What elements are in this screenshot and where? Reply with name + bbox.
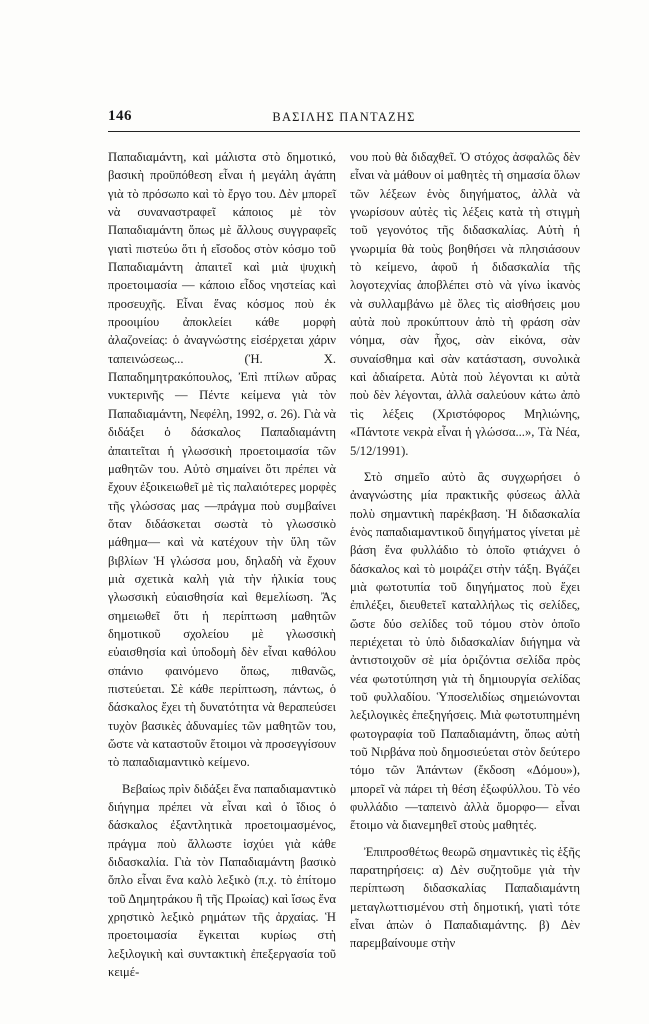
page-number: 146: [108, 108, 132, 124]
paragraph: Βεβαίως πρὶν διδάξει ἕνα παπαδιαμαντικὸ διήγημα πρέπει νὰ εἶναι καὶ ὁ ἴδιος ὁ δάσκαλος ἐξαντλητικὰ προετοιμασμένος, πράγμα ποὺ ἄλλωστε ἰσχύει γιὰ κάθε διδασκαλία. Γιὰ τὸν Παπαδιαμάντη βασικὸ ὅπλο εἶναι ἕνα καλὸ λεξικὸ (π.χ. τὸ ἐπίτομο τοῦ Δημητράκου ἢ τῆς Πρωίας) καὶ ἴσως ἕνα χρηστικὸ λεξικὸ ρημάτων τῆς ἀρχαίας. Ἡ προετοιμασία ἔγκειται κυρίως στὴ λεξιλογικὴ καὶ συντακτικὴ ἐπεξεργασία τοῦ κειμέ-: [108, 781, 336, 980]
paragraph: Ἐπιπροσθέτως θεωρῶ σημαντικὲς τὶς ἑξῆς παρατηρήσεις: α) Δὲν συζητοῦμε γιὰ τὴν περίπτωση διδασκαλίας Παπαδιαμάντη μεταγλωττισμένου στὴ δημοτική, γιατὶ τότε εἶναι ἁπὼν ὁ Παπαδιαμάντης. β) Δὲν παρεμβαίνουμε στὴν: [350, 844, 580, 951]
running-head-author: ΒΑΣΙΛΗΣ ΠΑΝΤΑΖΗΣ: [272, 110, 416, 124]
right-column: [350, 148, 580, 953]
paragraph: Παπαδιαμάντη, καὶ μάλιστα στὸ δημοτικό, βασικὴ προϋπόθεση εἶναι ἡ μεγάλη ἀγάπη γιὰ τὸ πρόσωπο καὶ τὸ ἔργο του. Δὲν μπορεῖ νὰ συναναστραφεῖ κάποιος μὲ τὸν Παπαδιαμάντη ὅπως μὲ ἄλλους συγγραφεῖς γιατὶ πιστεύω ὅτι ἡ εἴσοδος στὸν κόσμο τοῦ Παπαδιαμάντη ἀπαιτεῖ καὶ μιὰ ψυχικὴ προετοιμασία — κάποιο εἶδος νηστείας καὶ προσευχῆς. Εἶναι ἕνας κόσμος ποὺ ἐκ προοιμίου ἀποκλείει κάθε μορφὴ ἀλαζονείας: ὁ ἀναγνώστης εἰσέρχεται χάριν ταπεινώσεως... (Ἠ. Χ. Παπαδημητρακόπουλος, Ἐπὶ πτίλων αὔρας νυκτερινῆς — Πέντε κείμενα γιὰ τὸν Παπαδιαμάντη, Νεφέλη, 1992, σ. 26). Γιὰ νὰ διδάξει ὁ δάσκαλος Παπαδιαμάντη ἀπαιτεῖται ἡ γλωσσικὴ προετοιμασία τῶν μαθητῶν του. Αὐτὸ σημαίνει ὅτι πρέπει νὰ ἔχουν ἐξοικειωθεῖ μὲ τὶς παλαιότερες μορφὲς τῆς γλώσσας μας —πράγμα ποὺ συμβαίνει ὅταν διδάσκεται σωστὰ τὸ γλωσσικὸ μάθημα— καὶ νὰ κατέχουν τὴν ὕλη τῶν βιβλίων Ἡ γλώσσα μου, δηλαδὴ νὰ ἔχουν μιὰ σχετικὰ καλὴ γιὰ τὴν ἡλικία τους γλωσσικὴ εὐαισθησία καὶ θεμελίωση. Ἂς σημειωθεῖ ὅτι ἡ περίπτωση μαθητῶν δημοτικοῦ σχολείου μὲ γλωσσικὴ εὐαισθησία καὶ ὑποδομὴ δὲν εἶναι καθόλου σπάνιο φαινόμενο ὅπως, πιθανῶς, πιστεύεται. Σὲ κάθε περίπτωση, πάντως, ὁ δάσκαλος ἔχει τὴ δυνατότητα νὰ θεραπεύσει τυχὸν βασικὲς ἀδυναμίες τῶν μαθητῶν του, ὥστε νὰ καταστοῦν ἕτοιμοι νὰ προσεγγίσουν τὸ παπαδιαμαντικὸ κείμενο.: [108, 150, 336, 770]
page-header: [108, 108, 580, 130]
header-rule: [108, 131, 580, 132]
paragraph: νου ποὺ θὰ διδαχθεῖ. Ὁ στόχος ἀσφαλῶς δὲν εἶναι νὰ μάθουν οἱ μαθητὲς τὴ σημασία ὅλων τῶν λέξεων ἑνὸς διηγήματος, ἀλλὰ νὰ γνωρίσουν αὐτὲς τὶς λέξεις κατὰ τὴ στιγμὴ τοῦ γεγονότος τῆς διδασκαλίας. Αὐτὴ ἡ γνωριμία θὰ τοὺς βοηθήσει νὰ πλησιάσουν τὸ κείμενο, ἀφοῦ ἡ διδασκαλία τῆς λογοτεχνίας ἀποβλέπει στὸ νὰ γίνω ἱκανὸς νὰ συλλαμβάνω μὲ ὅλες τὶς αἰσθήσεις μου αὐτὰ ποὺ προκύπτουν ἀπὸ τὴ φράση σὰν νόημα, σὰν ἦχος, σὰν εἰκόνα, σὰν συναίσθημα καὶ σὰν κατάσταση, συνολικὰ καὶ ἀδιαίρετα. Αὐτὰ ποὺ λέγονται κι αὐτὰ ποὺ δὲν λέγονται, ἀλλὰ σαλεύουν κάτω ἀπὸ τὶς λέξεις (Χριστόφορος Μηλιώνης, «Πάντοτε νεκρὰ εἶναι ἡ γλώσσα...», Τὰ Νέα, 5/12/1991).: [350, 150, 580, 458]
paragraph: Στὸ σημεῖο αὐτὸ ἂς συγχωρήσει ὁ ἀναγνώστης μία πρακτικῆς φύσεως ἀλλὰ πολὺ σημαντικὴ παρέκβαση. Ἡ διδασκαλία ἑνὸς παπαδιαμαντικοῦ διηγήματος γίνεται μὲ βάση ἕνα φυλλάδιο τὸ ὁποῖο φτιάχνει ὁ δάσκαλος καὶ τὸ μοιράζει στὴν τάξη. Βγάζει μιὰ φωτοτυπία τοῦ διηγήματος ποὺ ἔχει ἐπιλέξει, διευθετεῖ καταλλήλως τὶς σελίδες, ὥστε δύο σελίδες τοῦ τόμου στὸν ὁποῖο περιέχεται τὸ ὑπὸ διδασκαλίαν διήγημα νὰ ἀντιστοιχοῦν σὲ μία ὁριζόντια σελίδα πρὸς νέα φωτοτύπηση γιὰ τὴ δημιουργία σελίδας τοῦ φυλλαδίου. Ὑποσελιδίως σημειώνονται λεξιλογικὲς ἐπεξηγήσεις. Μιὰ φωτοτυπημένη φωτογραφία τοῦ Παπαδιαμάντη, ὅπως αὐτὴ τοῦ Νιρβάνα ποὺ δημοσιεύεται στὸν δεύτερο τόμο τῶν Ἁπάντων (ἔκδοση «Δόμου»), μπορεῖ νὰ πάρει τὴ θέση ἐξωφύλλου. Τὸ νέο φυλλάδιο —ταπεινὸ ἀλλὰ ὄμορφο— εἶναι ἕτοιμο νὰ διανεμηθεῖ στοὺς μαθητές.: [350, 469, 580, 833]
left-column: [108, 148, 336, 981]
